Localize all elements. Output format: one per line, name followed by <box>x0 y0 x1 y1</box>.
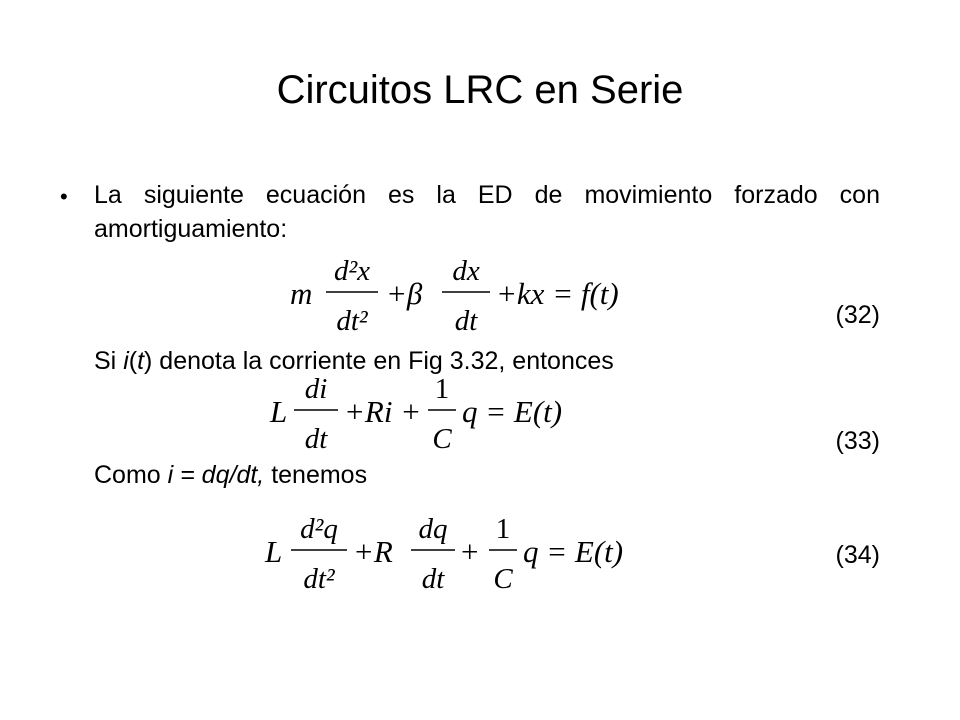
eq32-plus-beta: +β <box>386 276 423 311</box>
slide-title: Circuitos LRC en Serie <box>276 68 684 112</box>
eq34-left: L <box>265 534 283 569</box>
eq34-middle: +R <box>353 534 393 569</box>
time-symbol-t: t <box>137 347 145 375</box>
equation-34 <box>265 508 655 598</box>
eq32-frac2-num: dx <box>452 255 480 287</box>
eq34-frac1-den: dt² <box>303 563 335 595</box>
eq32-left: m <box>290 276 313 311</box>
paren-open: ( <box>128 347 138 375</box>
eq34-frac3-den: C <box>493 563 513 595</box>
eq34-frac2-den: dt <box>421 563 445 595</box>
eq34-frac3-num: 1 <box>495 513 511 545</box>
eq33-frac2-den: C <box>432 423 452 455</box>
equation-number-32: (32) <box>835 301 880 329</box>
equation-33 <box>270 370 600 456</box>
eq33-frac1-den: dt <box>304 423 328 455</box>
eq33-frac2-num: 1 <box>434 373 450 405</box>
eq32-frac2-den: dt <box>454 305 478 337</box>
eq33-rhs: q = E(t) <box>462 394 563 429</box>
current-text-pre: Si <box>94 347 124 375</box>
since-text-expr: i = dq/dt, <box>167 461 265 489</box>
equation-32 <box>290 252 670 338</box>
eq34-rhs: q = E(t) <box>523 534 624 569</box>
since-text-post: tenemos <box>264 461 368 489</box>
since-text-pre: Como <box>94 461 168 489</box>
eq34-plus: + <box>461 534 479 569</box>
current-text-post: denota la corriente en Fig 3.32, entonces <box>152 347 614 375</box>
eq32-frac1-num: d²x <box>333 255 371 287</box>
bullet-marker: • <box>60 184 68 209</box>
since-text <box>94 458 880 492</box>
eq33-middle: +Ri + <box>344 394 422 429</box>
eq33-left: L <box>270 394 288 429</box>
eq32-frac1-den: dt² <box>336 305 368 337</box>
intro-text: La siguiente ecuación es la ED de movimiento forzado con amortiguamiento: <box>94 181 880 243</box>
equation-number-34: (34) <box>835 541 880 569</box>
eq34-frac1-num: d²q <box>300 513 338 545</box>
eq34-frac2-num: dq <box>418 513 448 545</box>
eq32-rhs: +kx = f(t) <box>496 276 619 311</box>
equation-number-33: (33) <box>835 427 880 455</box>
current-symbol-i: i <box>123 347 129 375</box>
eq33-frac1-num: di <box>304 373 328 405</box>
paren-close: ) <box>144 347 153 375</box>
